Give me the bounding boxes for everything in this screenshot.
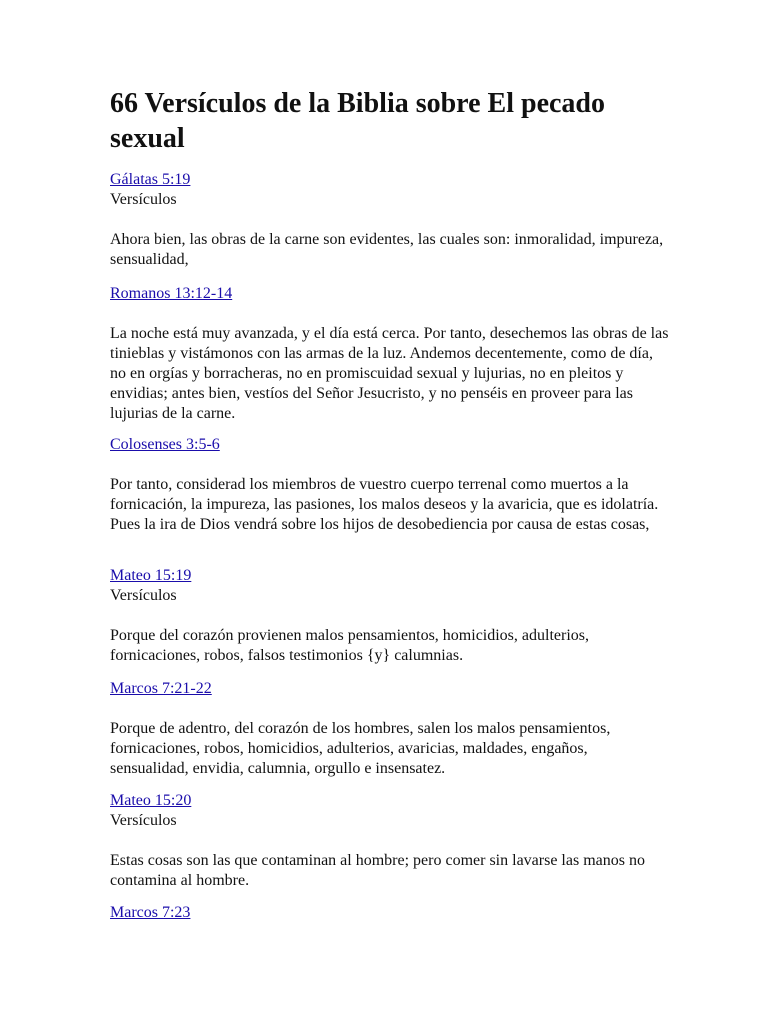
verse-entry (110, 170, 670, 270)
verse-text: La noche está muy avanzada, y el día está cerca. Por tanto, desechemos las obras de las tinieblas y vistámonos con las armas de la luz. Andemos decentemente, como de día, no en orgías y borracheras, no en promiscuidad sexual y lujurias, no en pleitos y envidias; antes bien, vestíos del Señor Jesucristo, y no penséis en proveer para las lujurias de la carne. (110, 325, 669, 422)
verse-text: Porque de adentro, del corazón de los hombres, salen los malos pensamientos, fornicaciones, robos, homicidios, adulterios, avaricias, maldades, engaños, sensualidad, envidia, calumnia, orgullo e insensatez. (110, 720, 611, 777)
verse-label: Versículos (110, 812, 177, 829)
verse-entry (110, 679, 670, 779)
verse-reference-link[interactable]: Mateo 15:19 (110, 567, 192, 584)
page-title: 66 Versículos de la Biblia sobre El pecado sexual (110, 88, 605, 154)
verse-reference-link[interactable]: Marcos 7:23 (110, 904, 191, 921)
verse-label: Versículos (110, 191, 177, 208)
verse-entry (110, 791, 670, 891)
verse-text: Por tanto, considerad los miembros de vuestro cuerpo terrenal como muertos a la fornicación, la impureza, las pasiones, los malos deseos y la avaricia, que es idolatría. Pues la ira de Dios vendrá sobre los hijos de desobediencia por causa de estas cosas, (110, 476, 659, 533)
verse-label: Versículos (110, 587, 177, 604)
verse-reference-link[interactable]: Mateo 15:20 (110, 792, 192, 809)
verse-text: Porque del corazón provienen malos pensamientos, homicidios, adulterios, fornicaciones, robos, falsos testimonios {y} calumnias. (110, 627, 589, 664)
verse-text: Ahora bien, las obras de la carne son evidentes, las cuales son: inmoralidad, impureza, sensualidad, (110, 231, 664, 268)
verse-reference-link[interactable]: Gálatas 5:19 (110, 171, 191, 188)
verse-reference-link[interactable]: Colosenses 3:5-6 (110, 436, 220, 453)
verse-reference-link[interactable]: Marcos 7:21-22 (110, 680, 212, 697)
verse-reference-link[interactable]: Romanos 13:12-14 (110, 285, 233, 302)
verse-entry (110, 903, 670, 923)
verse-entry (110, 435, 670, 535)
verse-text: Estas cosas son las que contaminan al hombre; pero comer sin lavarse las manos no contamina al hombre. (110, 852, 645, 889)
verse-entry (110, 284, 670, 424)
verse-entry (110, 566, 670, 666)
